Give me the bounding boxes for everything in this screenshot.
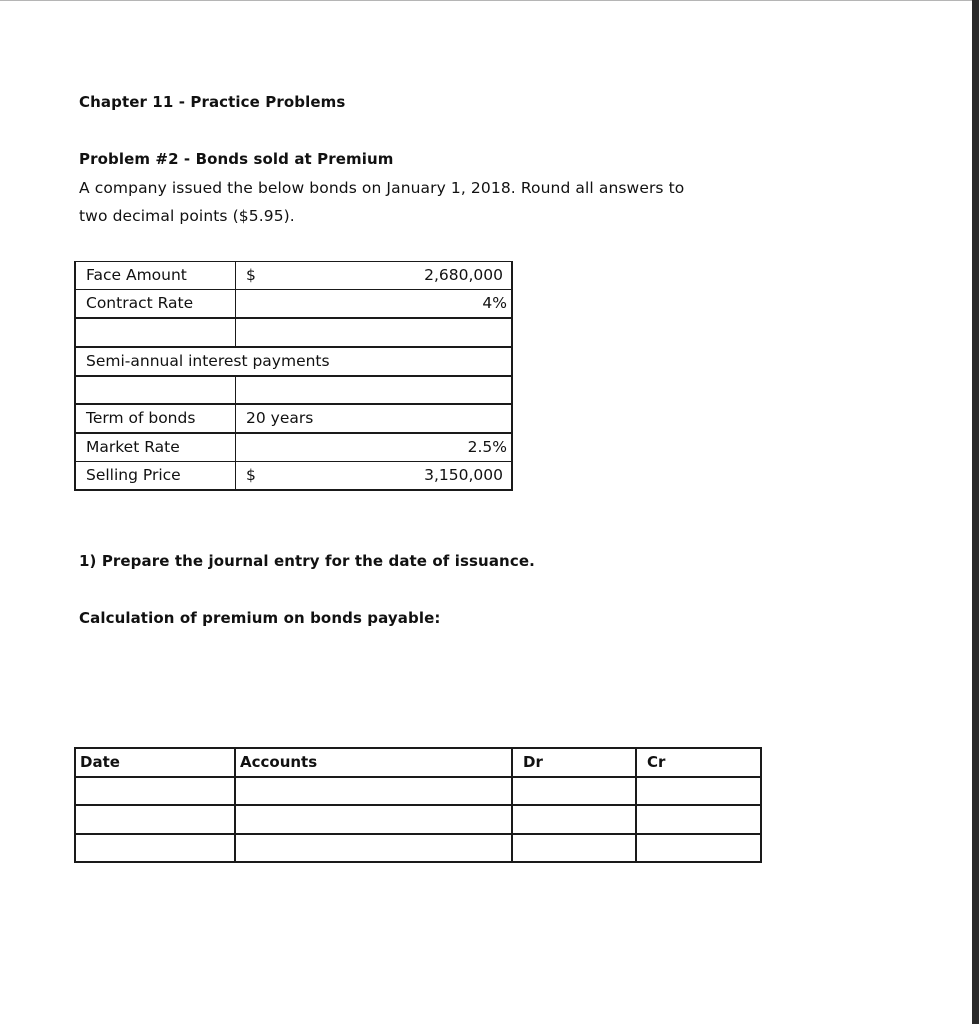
face-amount-label: Face Amount	[86, 266, 187, 284]
contract-rate-value: 4%	[482, 294, 507, 312]
intro-line-2: two decimal points ($5.95).	[79, 207, 295, 225]
problem-title: Problem #2 - Bonds sold at Premium	[79, 150, 394, 168]
selling-price-label: Selling Price	[86, 466, 181, 484]
journal-row	[76, 806, 760, 833]
journal-header-dr: Dr	[523, 753, 543, 771]
term-label: Term of bonds	[86, 409, 196, 427]
journal-row	[76, 835, 760, 861]
term-value: 20 years	[246, 409, 314, 427]
premium-calc-label: Calculation of premium on bonds payable:	[79, 609, 441, 627]
selling-price-value: 3,150,000	[424, 466, 503, 484]
market-rate-value: 2.5%	[467, 438, 507, 456]
journal-row	[76, 778, 760, 804]
market-rate-label: Market Rate	[86, 438, 180, 456]
viewer-scroll-edge	[972, 0, 979, 1024]
payments-label: Semi-annual interest payments	[86, 352, 330, 370]
question-1: 1) Prepare the journal entry for the date of issuance.	[79, 552, 535, 570]
journal-header-cr: Cr	[647, 753, 666, 771]
contract-rate-label: Contract Rate	[86, 294, 194, 312]
intro-line-1: A company issued the below bonds on January 1, 2018. Round all answers to	[79, 179, 685, 197]
journal-header-accounts: Accounts	[240, 753, 318, 771]
face-amount-value: 2,680,000	[424, 266, 503, 284]
chapter-title: Chapter 11 - Practice Problems	[79, 93, 346, 111]
face-amount-currency: $	[246, 266, 256, 284]
journal-header-date: Date	[80, 753, 120, 771]
selling-price-currency: $	[246, 466, 256, 484]
